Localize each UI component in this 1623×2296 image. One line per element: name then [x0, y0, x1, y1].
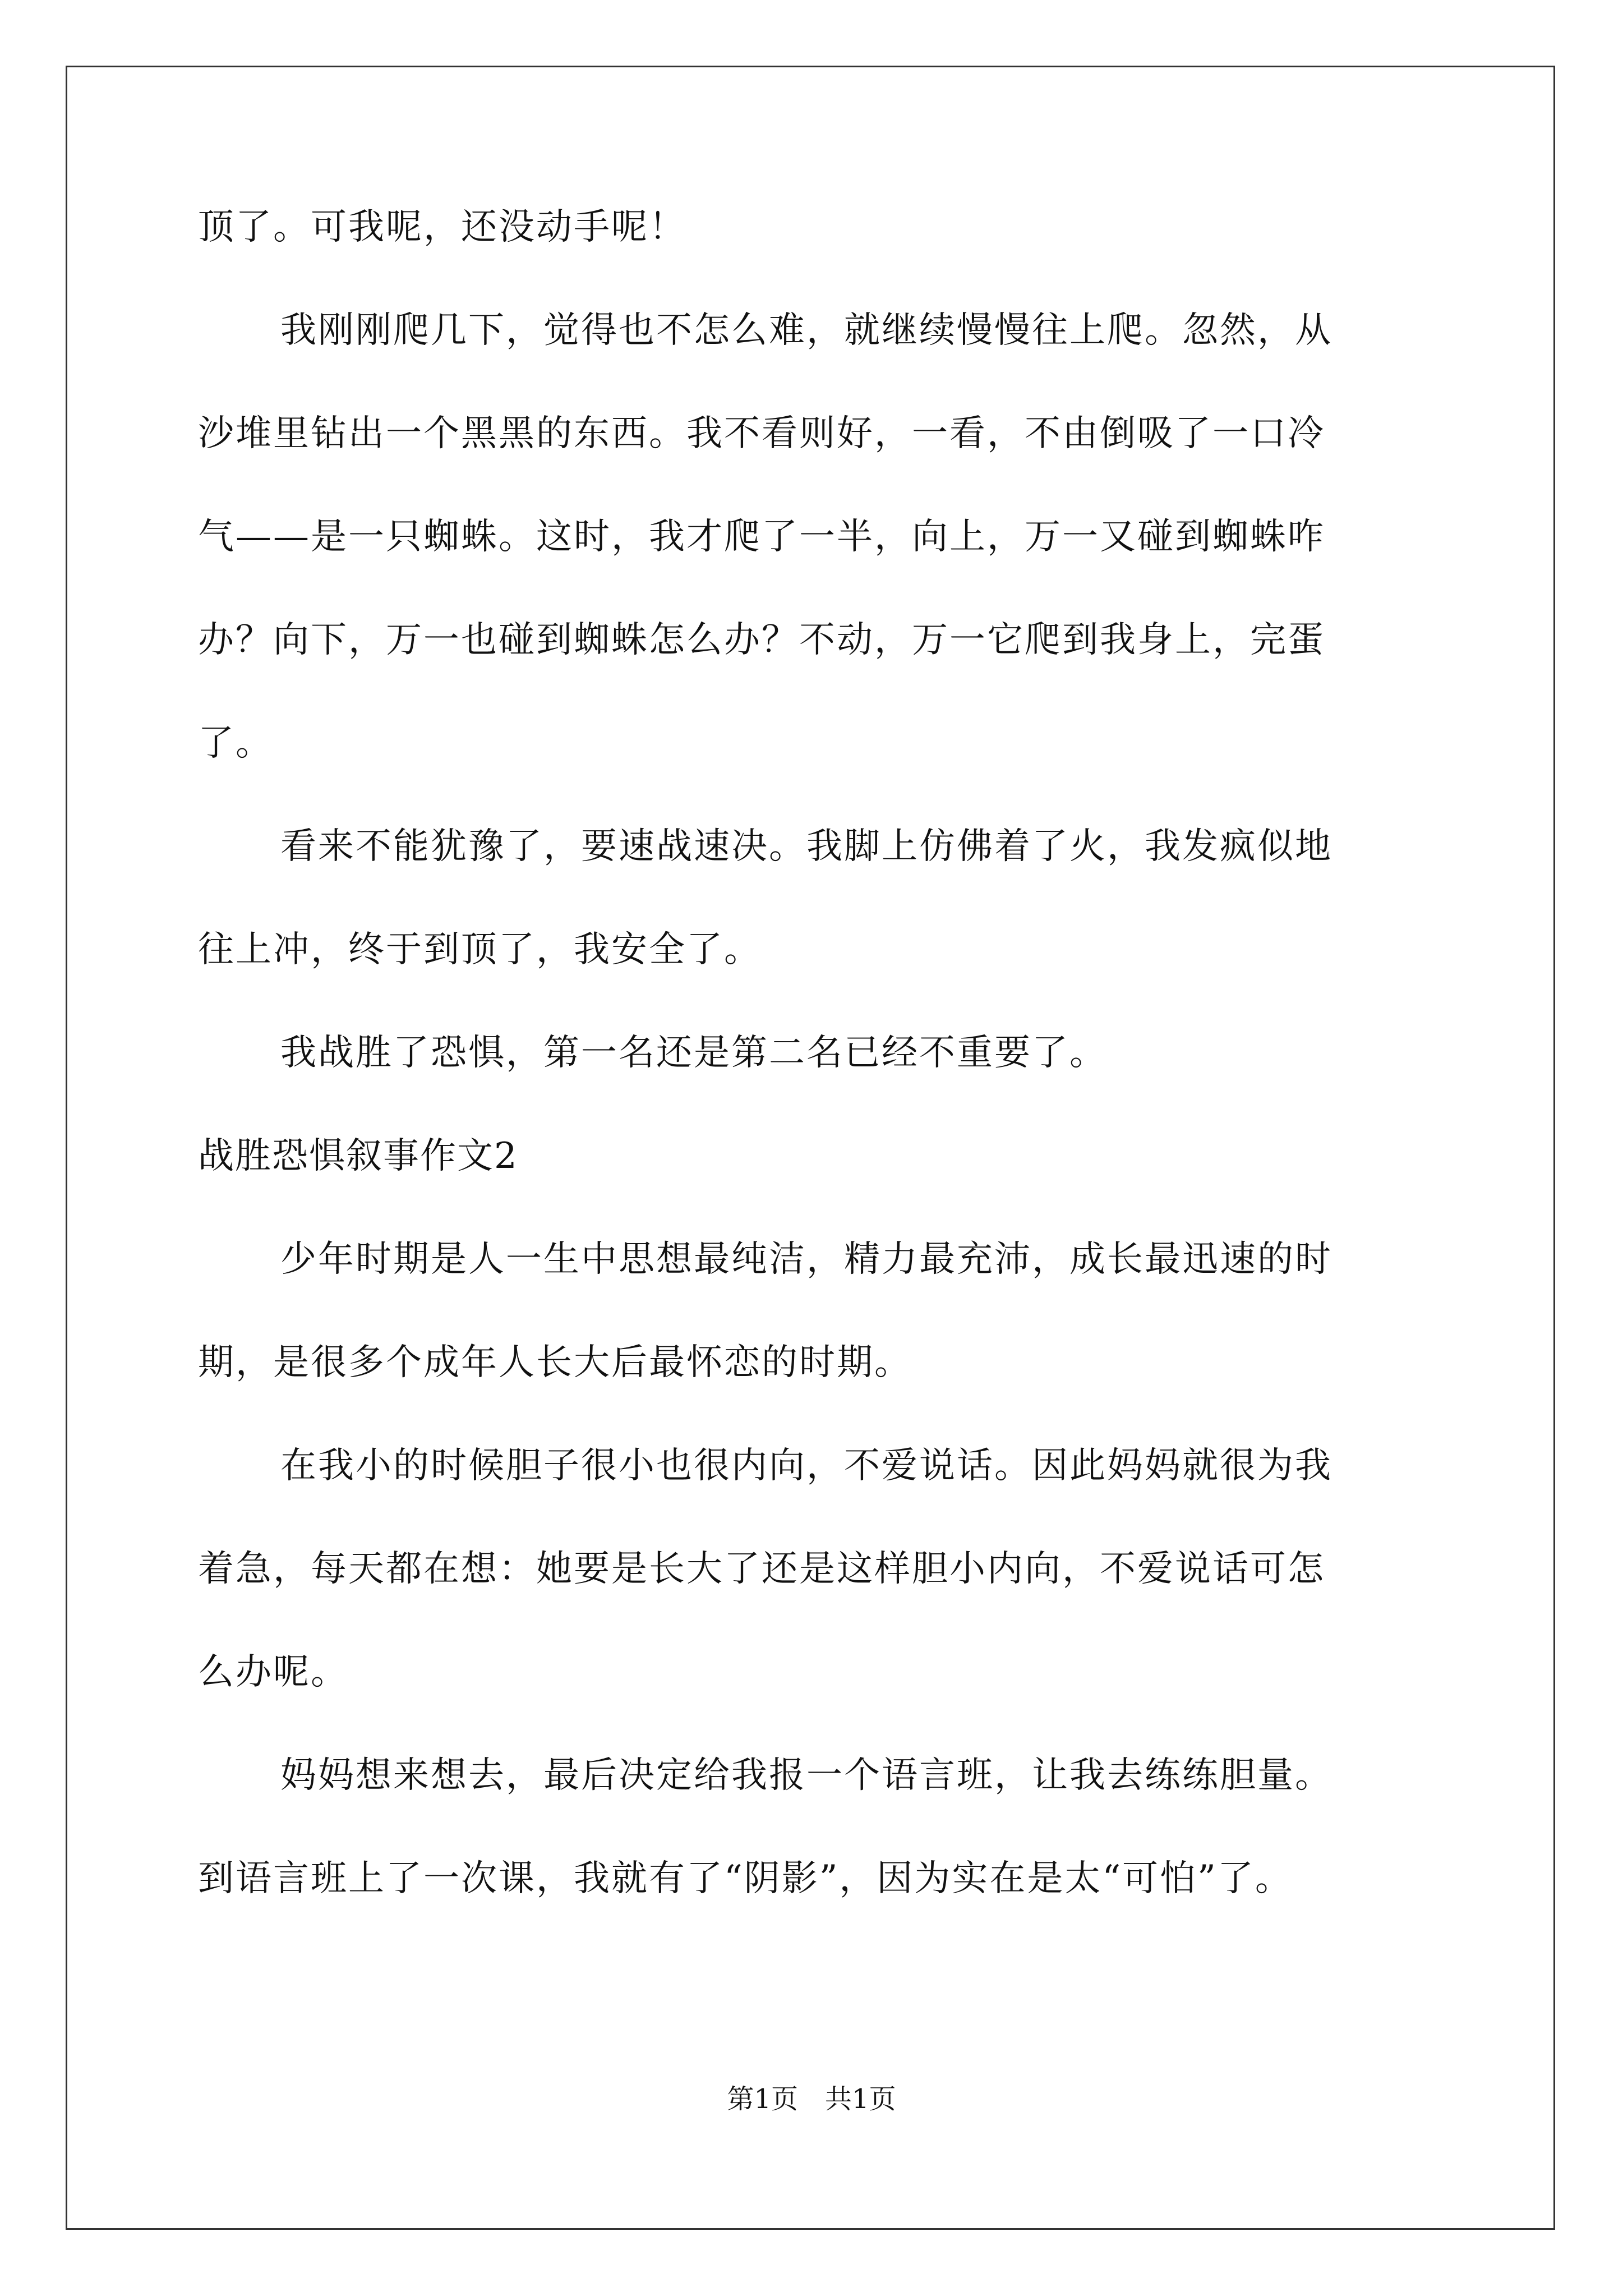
paragraph-line: 我战胜了恐惧，第一名还是第二名已经不重要了。 [280, 1032, 1107, 1074]
paragraph-line: 顶了。可我呢，还没动手呢！ [198, 206, 686, 248]
paragraph-line: 么办呢。 [198, 1651, 348, 1693]
paragraph-line: 气——是一只蜘蛛。这时，我才爬了一半，向上，万一又碰到蜘蛛咋 [198, 516, 1325, 558]
paragraph-line: 我刚刚爬几下，觉得也不怎么难，就继续慢慢往上爬。忽然，从 [280, 310, 1332, 351]
paragraph-line: 往上冲，终于到顶了，我安全了。 [198, 929, 762, 970]
paragraph-line: 着急，每天都在想：她要是长大了还是这样胆小内向，不爱说话可怎 [198, 1548, 1325, 1590]
paragraph-line: 妈妈想来想去，最后决定给我报一个语言班，让我去练练胆量。 [280, 1755, 1332, 1796]
paragraph-line: 沙堆里钻出一个黑黑的东西。我不看则好，一看，不由倒吸了一口冷 [198, 413, 1325, 454]
paragraph-line: 了。 [198, 723, 273, 764]
paragraph-line: 办？向下，万一也碰到蜘蛛怎么办？不动，万一它爬到我身上，完蛋 [198, 619, 1325, 661]
paragraph-line: 看来不能犹豫了，要速战速决。我脚上仿佛着了火，我发疯似地 [280, 826, 1332, 867]
section-title: 战胜恐惧叙事作文2 [198, 1135, 518, 1177]
paragraph-line: 少年时期是人一生中思想最纯洁，精力最充沛，成长最迅速的时 [280, 1239, 1332, 1280]
paragraph-line: 到语言班上了一次课，我就有了“阴影”，因为实在是太“可怕”了。 [198, 1858, 1293, 1899]
page-number-footer: 第1页 共1页 [727, 2083, 896, 2115]
paragraph-line: 在我小的时候胆子很小也很内向，不爱说话。因此妈妈就很为我 [280, 1445, 1332, 1487]
paragraph-line: 期，是很多个成年人长大后最怀恋的时期。 [198, 1342, 912, 1383]
